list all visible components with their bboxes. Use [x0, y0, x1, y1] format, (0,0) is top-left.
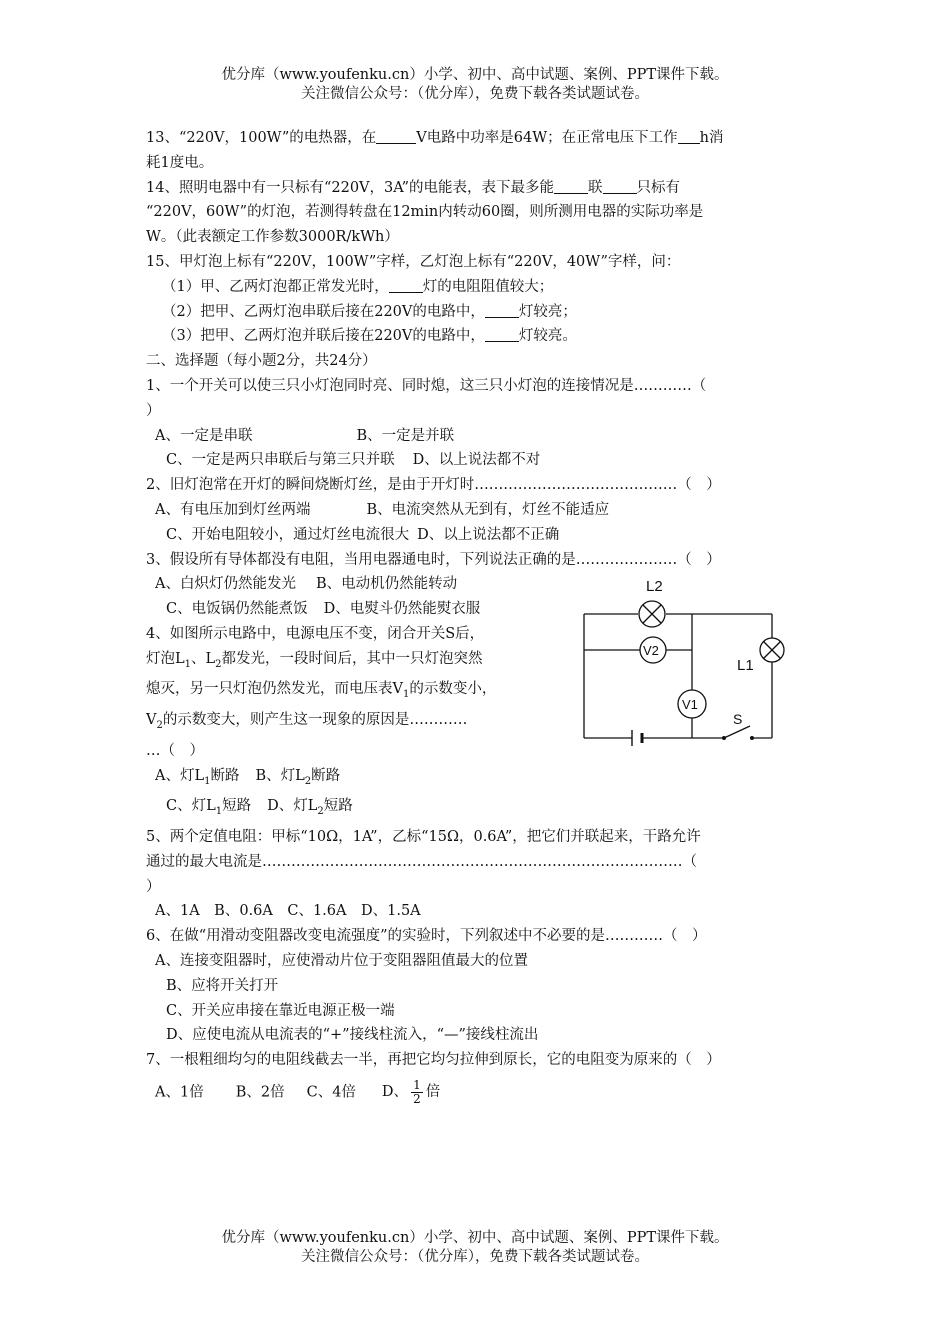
option-c[interactable]: C、电饭锅仍然能煮饭 [166, 601, 308, 618]
choice-4-line-3: 熄灭，另一只灯泡仍然发光，而电压表$V_1$的示数变小， [146, 681, 497, 701]
option-d[interactable]: D、以上说法都不对 [412, 452, 541, 469]
choice-5-stem-end: ） [146, 878, 161, 895]
option-d[interactable]: D、以上说法都不正确 [417, 526, 560, 543]
option-d[interactable]: D、灯$L_2$短路 [267, 798, 353, 818]
choice-4-line-1: 4、如图所示电路中，电源电压不变，闭合开关S后， [146, 625, 485, 642]
question-13-cont: 耗1度电。 [146, 154, 214, 171]
header-line-2: 关注微信公众号：（优分库），免费下载各类试题试卷。 [301, 86, 649, 102]
question-14-cont: “220V，60W”的灯泡，若测得转盘在12min内转动60圈，则所测用电器的实际功率是 [146, 204, 704, 221]
page-header [0, 66, 950, 104]
choice-1-options-ab [146, 424, 808, 449]
circuit-diagram [434, 446, 794, 756]
choice-4-options-ab [146, 764, 808, 795]
footer-line-2: 关注微信公众号：（优分库），免费下载各类试题试卷。 [301, 1249, 649, 1265]
choice-4-options-cd [146, 794, 808, 825]
choice-6-stem: 6、在做“用滑动变阻器改变电流强度”的实验时，下列叙述中不必要的是…………（ ） [146, 928, 707, 945]
choice-5-stem-2: 通过的最大电流是……………………………………………………………………………（ [146, 853, 697, 870]
answer-blank[interactable] [485, 303, 519, 318]
question-15-part-3: （3）把甲、乙两灯泡并联后接在220V的电路中， 灯较亮。 [162, 328, 577, 345]
choice-7-options [146, 1079, 808, 1106]
answer-blank[interactable] [678, 129, 700, 144]
option-a[interactable]: A、有电压加到灯丝两端 [155, 501, 311, 518]
footer-line-1: 优分库（www.youfenku.cn）小学、初中、高中试题、案例、PPT课件下载。 [221, 1230, 729, 1246]
choice-4-line-2: 灯泡$L_1$、$L_2$都发光，一段时间后，其中一只灯泡突然 [146, 650, 483, 670]
question-15: 15、甲灯泡上标有“220V，100W”字样，乙灯泡上标有“220V，40W”字样，问： [146, 253, 681, 270]
answer-blank[interactable] [376, 129, 416, 144]
choice-4-line-4: $V_2$的示数变大，则产生这一现象的原因是………… [146, 712, 468, 731]
label-l2: L2 [646, 578, 663, 595]
option-b[interactable]: B、灯$L_2$断路 [255, 767, 341, 787]
option-b[interactable]: B、一定是并联 [356, 427, 455, 444]
label-switch-s: S [733, 711, 743, 727]
option-b[interactable]: B、电动机仍然能转动 [315, 576, 458, 593]
switch-contact [750, 736, 754, 740]
choice-1-stem-end: ） [146, 402, 161, 419]
label-v2: V2 [643, 643, 659, 658]
option-c[interactable]: C、4倍 [306, 1084, 356, 1101]
option-a[interactable]: A、连接变阻器时，应使滑动片位于变阻器阻值最大的位置 [155, 952, 528, 969]
switch-pivot [722, 736, 726, 740]
option-b[interactable]: B、应将开关打开 [166, 977, 279, 994]
section-heading-choice: 二、选择题（每小题2分，共24分） [146, 353, 377, 370]
header-line-1: 优分库（www.youfenku.cn）小学、初中、高中试题、案例、PPT课件下载。 [221, 67, 729, 83]
option-c[interactable]: C、开始电阻较小，通过灯丝电流很大 [166, 526, 410, 543]
option-b[interactable]: B、2倍 [235, 1084, 285, 1101]
question-15-part-2: （2）把甲、乙两灯泡串联后接在220V的电路中， 灯较亮； [162, 303, 577, 320]
option-d[interactable]: D、应使电流从电流表的“+”接线柱流入，“—”接线柱流出 [166, 1027, 539, 1044]
label-l1: L1 [737, 657, 754, 674]
choice-7-stem: 7、一根粗细均匀的电阻线截去一半，再把它均匀拉伸到原长，它的电阻变为原来的（ ） [146, 1052, 721, 1069]
choice-5-options[interactable]: A、1A B、0.6A C、1.6A D、1.5A [155, 903, 421, 920]
answer-blank[interactable] [389, 278, 423, 293]
option-a[interactable]: A、白炽灯仍然能发光 [155, 576, 296, 593]
fraction-one-half: $\frac{1}{2}$ [413, 1077, 421, 1106]
option-b[interactable]: B、电流突然从无到有，灯丝不能适应 [366, 501, 610, 518]
option-a[interactable]: A、灯$L_1$断路 [155, 767, 240, 787]
question-15-part-1: （1）甲、乙两灯泡都正常发光时， 灯的电阻阻值较大； [162, 278, 554, 295]
answer-blank[interactable] [603, 179, 637, 194]
page-footer [0, 1229, 950, 1267]
option-c[interactable]: C、开关应串接在靠近电源正极一端 [166, 1002, 395, 1019]
answer-blank[interactable] [554, 179, 588, 194]
choice-3-stem: 3、假设所有导体都没有电阻，当用电器通电时，下列说法正确的是…………………（ ） [146, 551, 721, 568]
option-d[interactable]: D、 $\frac{1}{2}$ 倍 [381, 1077, 441, 1106]
label-v1: V1 [682, 697, 698, 712]
choice-2-stem: 2、旧灯泡常在开灯的瞬间烧断灯丝，是由于开灯时……………………………………（ ） [146, 477, 721, 494]
option-c[interactable]: C、灯$L_1$短路 [166, 798, 252, 818]
option-c[interactable]: C、一定是两只串联后与第三只并联 [166, 452, 395, 469]
choice-1-stem: 1、一个开关可以使三只小灯泡同时亮、同时熄，这三只小灯泡的连接情况是…………（ [146, 377, 707, 394]
option-a[interactable]: A、1倍 [155, 1084, 204, 1101]
question-14: 14、照明电器中有一只标有“220V，3A”的电能表，表下最多能 联 只标有 [146, 179, 680, 196]
option-d[interactable]: D、电熨斗仍然能熨衣服 [323, 601, 481, 618]
choice-5-stem: 5、两个定值电阻：甲标“10Ω，1A”，乙标“15Ω，0.6A”，把它们并联起来，干路允许 [146, 828, 701, 845]
choice-4-line-5: …（ ） [146, 742, 204, 759]
answer-blank[interactable] [485, 327, 519, 342]
option-a[interactable]: A、一定是串联 [155, 427, 253, 444]
question-14-cont2: W。（此表额定工作参数3000R/kWh） [146, 229, 399, 246]
question-13: 13、“220V，100W”的电热器，在 V电路中功率是64W；在正常电压下工作 h消 [146, 130, 724, 146]
